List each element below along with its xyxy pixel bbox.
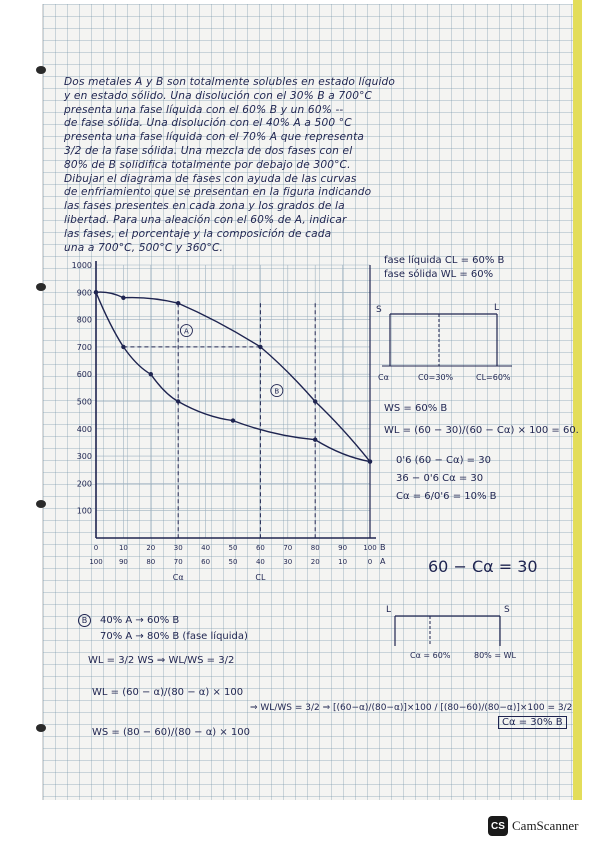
x-tick-label-b: 20 <box>146 544 156 552</box>
eq-step-2: 36 − 0'6 Cα = 30 <box>396 473 484 484</box>
problem-line: 80% de B solidifica totalmente por debajo de 300°C. <box>64 158 351 171</box>
problem-line: Dos metales A y B son totalmente solubles en estado líquido <box>64 76 396 88</box>
problem-line: las fases presentes en cada zona y los grados de la <box>64 200 345 213</box>
x-tick-label-b: 40 <box>201 544 211 552</box>
x-tick-label-a: 50 <box>228 558 238 566</box>
lever-cl-label: CL=60% <box>476 373 511 382</box>
x-tick-label-b: 70 <box>283 544 293 552</box>
eq-wl: WL = (60 − 30)/(60 − Cα) × 100 = 60. <box>384 425 579 436</box>
problem-line: libertad. Para una aleación con el 60% de A, indicar <box>64 213 347 226</box>
lever-c0-label: C0=30% <box>418 373 454 382</box>
lever-b-cl: 80% = WL <box>474 651 516 660</box>
problem-line: una a 700°C, 500°C y 360°C. <box>64 241 224 254</box>
x-tick-label-a: 100 <box>89 558 103 566</box>
axis-note: Cα <box>172 573 184 582</box>
problem-line: Dibujar el diagrama de fases con ayuda de las curvas <box>64 172 357 185</box>
data-point <box>368 459 372 463</box>
x-tick-label-a: 0 <box>367 558 373 566</box>
lever-diagram-a <box>372 300 532 390</box>
lever-b-ca: Cα = 60% <box>410 651 451 660</box>
part-b-line-2: 70% A → 80% B (fase líquida) <box>100 631 248 642</box>
x-tick-label-a: 80 <box>146 558 156 566</box>
page-edge <box>573 0 582 800</box>
x-tick-label-a: 30 <box>283 558 293 566</box>
x-tick-label-b: 100 <box>363 544 377 552</box>
result-box: Cα = 30% B <box>498 716 567 729</box>
problem-line: las fases, el porcentaje y la composición de cada <box>64 227 332 240</box>
lever-diagram-b <box>380 602 530 662</box>
binder-hole <box>36 283 46 291</box>
x-axis-label-a: A <box>380 557 386 566</box>
x-tick-label-b: 60 <box>255 544 265 552</box>
solid-phase-note: fase sólida WL = 60% <box>384 269 494 280</box>
problem-line: y en estado sólido. Una disolución con el 30% B a 700°C <box>64 89 373 102</box>
part-b-result <box>498 716 567 729</box>
axis-note: CL <box>255 573 266 582</box>
lever-l-label: L <box>494 303 500 313</box>
part-b-marker: B <box>78 614 91 627</box>
y-tick-label: 500 <box>76 397 92 407</box>
problem-line: presenta una fase líquida con el 60% B y un 60% -- <box>64 103 344 116</box>
x-tick-label-b: 50 <box>228 544 238 552</box>
camscanner-watermark <box>488 816 578 836</box>
y-tick-label: 100 <box>76 506 92 516</box>
part-b-eq-2: WL = (60 − α)/(80 − α) × 100 <box>92 687 244 698</box>
y-tick-label: 300 <box>76 452 92 462</box>
x-tick-label-a: 20 <box>310 558 320 566</box>
lever-b-s-label: S <box>504 605 510 615</box>
x-tick-label-b: 80 <box>310 544 320 552</box>
problem-line: presenta una fase líquida con el 70% A que representa <box>64 131 365 144</box>
lever-ca-label: Cα <box>378 373 389 382</box>
lever-b-l-label: L <box>386 605 392 615</box>
data-point <box>121 296 125 300</box>
data-point <box>94 290 98 294</box>
x-axis-label-b: B <box>380 543 386 552</box>
camscanner-logo: CS <box>488 816 508 836</box>
part-b-eq-1: WL = 3/2 WS ⇒ WL/WS = 3/2 <box>88 655 235 666</box>
x-tick-label-a: 70 <box>173 558 183 566</box>
x-tick-label-a: 40 <box>255 558 265 566</box>
problem-line: de enfriamiento que se presentan en la figura indicando <box>64 186 372 199</box>
binder-hole <box>36 66 46 74</box>
x-tick-label-b: 30 <box>173 544 183 552</box>
region-label: B <box>274 387 280 396</box>
problem-line: de fase sólida. Una disolución con el 40% A a 500 °C <box>64 117 352 130</box>
y-tick-label: 800 <box>76 315 92 325</box>
liquid-phase-note: fase líquida CL = 60% B <box>384 255 505 266</box>
eq-result-a: Cα = 6/0'6 = 10% B <box>396 491 497 502</box>
y-tick-label: 200 <box>76 479 92 489</box>
region-label: A <box>184 327 189 336</box>
x-tick-label-b: 90 <box>338 544 348 552</box>
lever-s-label: S <box>376 305 382 315</box>
eq-ws: WS = 60% B <box>384 403 448 414</box>
part-b-line-1: 40% A → 60% B <box>100 615 180 626</box>
y-tick-label: 400 <box>76 424 92 434</box>
problem-statement <box>64 76 559 255</box>
eq-step-1: 0'6 (60 − Cα) = 30 <box>396 455 491 466</box>
y-tick-label: 700 <box>76 342 92 352</box>
x-tick-label-b: 0 <box>93 544 99 552</box>
y-tick-label: 900 <box>76 288 92 298</box>
data-point <box>149 372 153 376</box>
phase-diagram-chart <box>60 255 390 582</box>
data-point <box>231 418 235 422</box>
problem-line: 3/2 de la fase sólida. Una mezcla de dos fases con el <box>64 144 353 157</box>
part-b-eq-3: WS = (80 − 60)/(80 − α) × 100 <box>92 727 251 738</box>
y-tick-label: 600 <box>76 370 92 380</box>
x-tick-label-b: 10 <box>118 544 128 552</box>
y-tick-label: 1000 <box>71 261 92 270</box>
part-b-eq-4: ⇒ WL/WS = 3/2 ⇒ [(60−α)/(80−α)]×100 / [(80−60)/(80−α)]×100 = 3/2 <box>250 703 573 713</box>
binder-hole <box>36 724 46 732</box>
camscanner-text: CamScanner <box>512 818 579 833</box>
x-tick-label-a: 90 <box>118 558 128 566</box>
x-tick-label-a: 60 <box>201 558 211 566</box>
x-tick-label-a: 10 <box>338 558 348 566</box>
big-note: 60 − Cα = 30 <box>428 557 538 576</box>
binder-hole <box>36 500 46 508</box>
